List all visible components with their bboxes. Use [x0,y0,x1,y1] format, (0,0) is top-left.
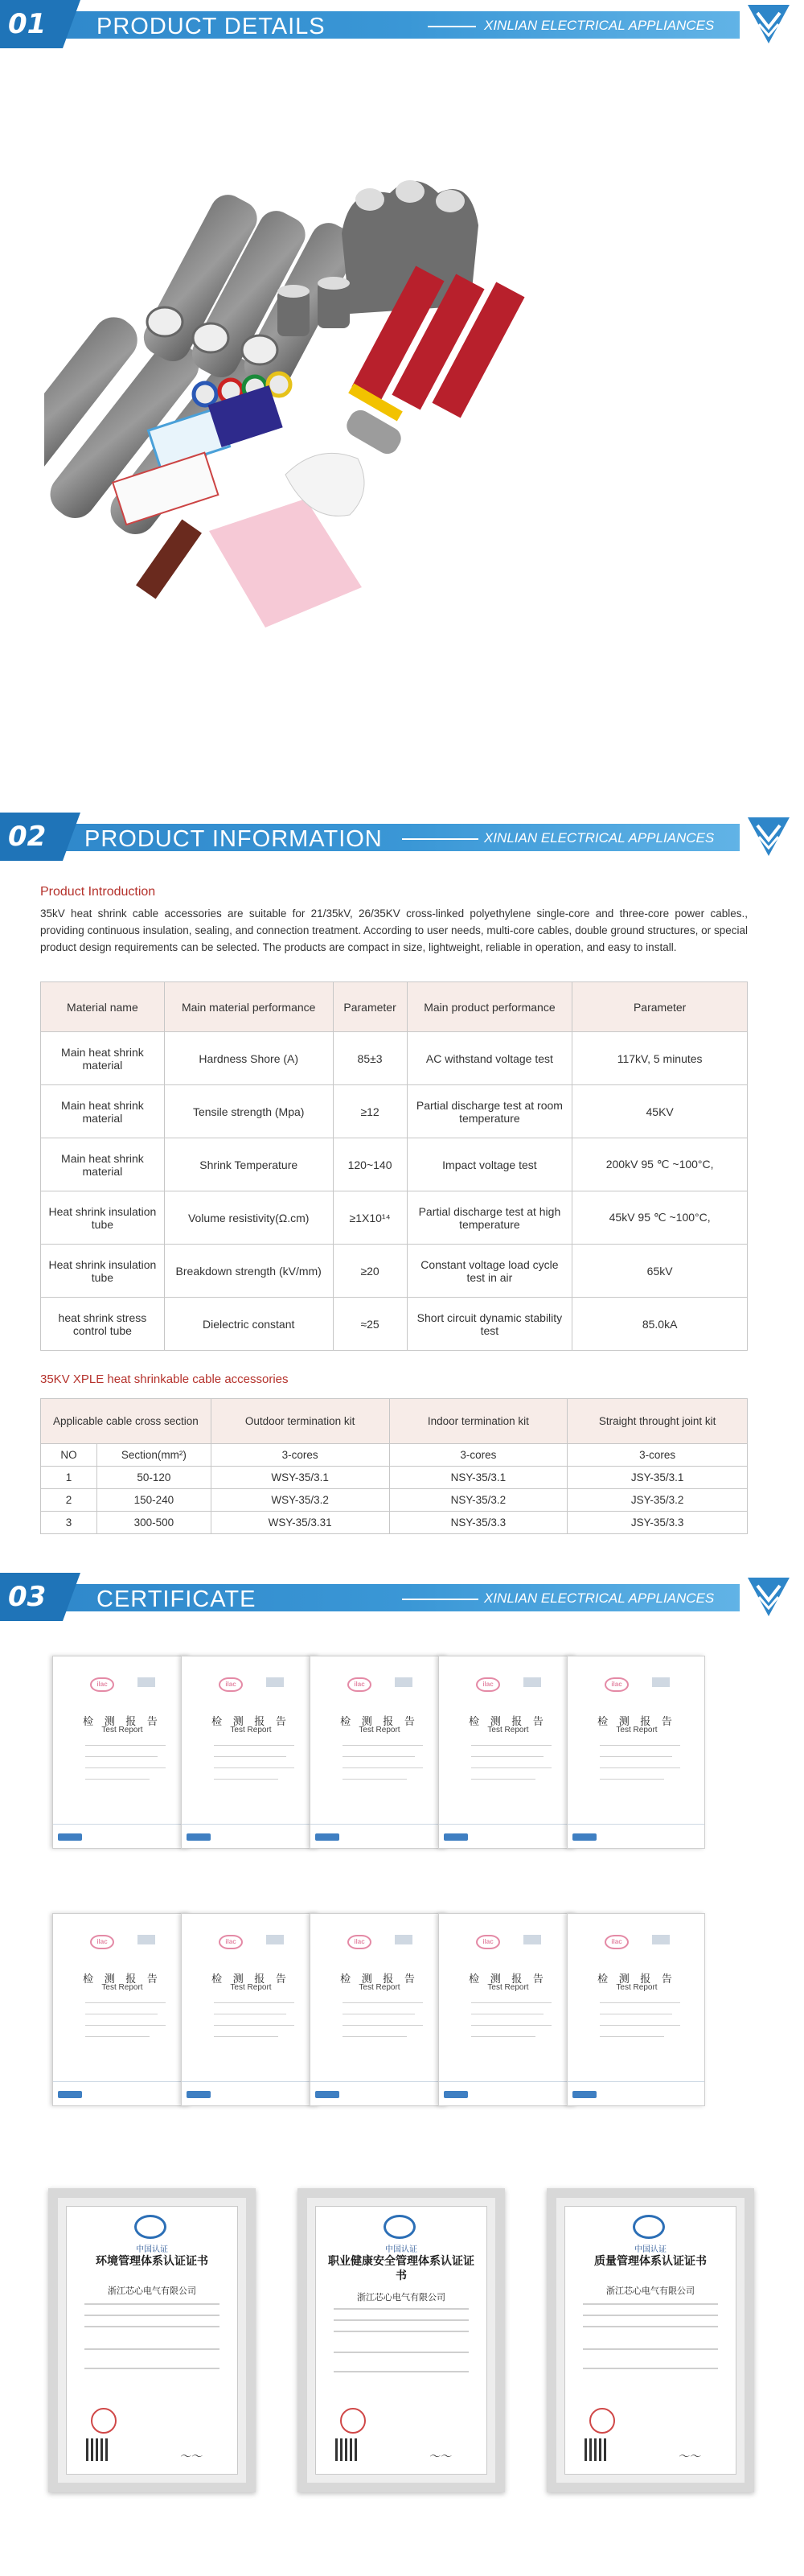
red-seal [91,2408,117,2434]
report-title-en: Test Report [359,1726,400,1734]
section-title: CERTIFICATE [96,1586,256,1612]
table-cell: NSY-35/3.2 [389,1489,568,1512]
test-report-card [181,1913,319,2106]
column-header: Straight throught joint kit [568,1399,748,1444]
cert-company: 浙江芯心电气有限公司 [108,2286,196,2296]
table-row [41,1191,748,1245]
table-cell: Main heat shrink material [41,1032,165,1085]
table-cell: ≈25 [333,1298,407,1351]
stamp-mark [652,1677,670,1687]
table-cell: WSY-35/3.31 [211,1512,389,1534]
cert-company: 浙江芯心电气有限公司 [357,2293,445,2302]
table-cell: Main heat shrink material [41,1138,165,1191]
chevron-down-icon [746,3,791,45]
ilac-logo: ilac [605,1935,629,1949]
table-cell: 85±3 [333,1032,407,1085]
section-banner-product-details [0,0,804,48]
inspection-logo [187,2091,211,2098]
table-subheader-row [41,1444,748,1467]
report-title-en: Test Report [101,1983,143,1992]
cqc-logo [633,2215,665,2239]
table-cell: Hardness Shore (A) [164,1032,333,1085]
ilac-logo: ilac [219,1935,243,1949]
section-number: 03 [8,1581,47,1613]
table-cell: Constant voltage load cycle test in air [407,1245,572,1298]
table-cell: 3-cores [568,1444,748,1467]
inspection-logo [58,1833,82,1841]
cert-org: 中国认证 [136,2245,168,2254]
qr-code [335,2438,358,2461]
stamp-mark [523,1935,541,1944]
ilac-logo: ilac [347,1935,371,1949]
table-row [41,1245,748,1298]
report-title-cn: 检 测 报 告 [597,1715,676,1727]
red-seal [589,2408,615,2434]
report-title-cn: 检 测 报 告 [469,1973,548,1985]
section-banner-certificate [0,1573,804,1621]
table-cell: 300-500 [96,1512,211,1534]
section-number: 01 [8,8,47,40]
table-header-row [41,982,748,1032]
cert-title: 职业健康安全管理体系认证证书 [328,2254,474,2282]
ilac-logo: ilac [90,1935,114,1949]
column-header: Parameter [333,982,407,1032]
certificate-frame-occupational-health [297,2188,505,2492]
table-cell: WSY-35/3.2 [211,1489,389,1512]
stamp-mark [266,1677,284,1687]
report-title-en: Test Report [487,1983,529,1992]
cert-title: 环境管理体系认证证书 [96,2254,208,2267]
table-cell: heat shrink stress control tube [41,1298,165,1351]
report-title-en: Test Report [230,1726,272,1734]
column-header: Main material performance [164,982,333,1032]
column-header: Main product performance [407,982,572,1032]
certificate-frame-environment [48,2188,256,2492]
table-cell: ≥1X10¹⁴ [333,1191,407,1245]
stamp-mark [395,1677,412,1687]
table-cell: NSY-35/3.1 [389,1467,568,1489]
table-cell: ≥20 [333,1245,407,1298]
test-report-card [310,1656,448,1849]
report-footer [182,1824,319,1848]
table-cell: Main heat shrink material [41,1085,165,1138]
report-footer [568,1824,705,1848]
cert-company: 浙江芯心电气有限公司 [606,2286,695,2296]
report-title-en: Test Report [487,1726,529,1734]
ilac-logo: ilac [605,1677,629,1692]
test-report-row-2 [52,1913,744,2106]
table-cell: WSY-35/3.1 [211,1467,389,1489]
table-row [41,1489,748,1512]
divider-line [402,838,478,840]
cert-org: 中国认证 [634,2245,667,2254]
inspection-logo [315,2091,339,2098]
stamp-mark [652,1935,670,1944]
table-cell: 2 [41,1489,97,1512]
report-title-en: Test Report [101,1726,143,1734]
table-row [41,1032,748,1085]
table-cell: Shrink Temperature [164,1138,333,1191]
table-row [41,1467,748,1489]
signature: 〜〜 [678,2450,700,2463]
report-title-cn: 检 测 报 告 [83,1715,162,1727]
table-cell: 45kV 95 ℃ ~100°C, [572,1191,748,1245]
table-cell: NO [41,1444,97,1467]
report-title-cn: 检 测 报 告 [211,1973,290,1985]
table-cell: 85.0kA [572,1298,748,1351]
performance-table [40,981,748,1351]
column-header: Material name [41,982,165,1032]
table-cell: 3-cores [211,1444,389,1467]
cqc-logo [134,2215,166,2239]
table-cell: 150-240 [96,1489,211,1512]
column-header: Indoor termination kit [389,1399,568,1444]
table-cell: 120~140 [333,1138,407,1191]
inspection-logo [444,2091,468,2098]
inspection-logo [572,2091,597,2098]
table-row [41,1512,748,1534]
report-title-en: Test Report [616,1726,658,1734]
ilac-logo: ilac [347,1677,371,1692]
test-report-card [567,1913,705,2106]
report-title-en: Test Report [359,1983,400,1992]
table-cell: Breakdown strength (kV/mm) [164,1245,333,1298]
signature: 〜〜 [429,2450,451,2463]
divider-line [402,1599,478,1600]
ilac-logo: ilac [476,1935,500,1949]
test-report-card [567,1656,705,1849]
section-number: 02 [8,821,47,853]
table-cell: 1 [41,1467,97,1489]
ilac-logo: ilac [219,1677,243,1692]
column-header: Applicable cable cross section [41,1399,211,1444]
ilac-logo: ilac [476,1677,500,1692]
table-cell: Section(mm²) [96,1444,211,1467]
cqc-logo [384,2215,416,2239]
qr-code [585,2438,607,2461]
product-introduction-heading: Product Introduction [40,885,156,899]
table-cell: ≥12 [333,1085,407,1138]
report-title-en: Test Report [616,1983,658,1992]
chevron-down-icon [746,1576,791,1618]
column-header: Outdoor termination kit [211,1399,389,1444]
section-title: PRODUCT INFORMATION [84,826,383,852]
table-cell: JSY-35/3.1 [568,1467,748,1489]
table-cell: Heat shrink insulation tube [41,1191,165,1245]
stamp-mark [266,1935,284,1944]
table-cell: 45KV [572,1085,748,1138]
inspection-logo [187,1833,211,1841]
table-row [41,1298,748,1351]
table-cell: Partial discharge test at room temperature [407,1085,572,1138]
accessories-heading: 35KV XPLE heat shrinkable cable accessories [40,1372,289,1386]
inspection-logo [444,1833,468,1841]
report-title-cn: 检 测 报 告 [340,1973,419,1985]
report-title-cn: 检 测 报 告 [469,1715,548,1727]
accessories-table [40,1398,748,1534]
stamp-mark [137,1935,155,1944]
report-title-cn: 检 测 报 告 [597,1973,676,1985]
table-cell: Partial discharge test at high temperature [407,1191,572,1245]
report-title-cn: 检 测 报 告 [211,1715,290,1727]
test-report-card [52,1913,191,2106]
cert-title: 质量管理体系认证证书 [594,2254,707,2267]
column-header: Parameter [572,982,748,1032]
table-cell: 200kV 95 ℃ ~100°C, [572,1138,748,1191]
table-cell: Volume resistivity(Ω.cm) [164,1191,333,1245]
ilac-logo: ilac [90,1677,114,1692]
stamp-mark [137,1677,155,1687]
test-report-card [438,1656,576,1849]
report-footer [310,2081,448,2105]
table-header-row [41,1399,748,1444]
table-cell: 117kV, 5 minutes [572,1032,748,1085]
test-report-row-1 [52,1656,744,1849]
table-cell: AC withstand voltage test [407,1032,572,1085]
stamp-mark [523,1677,541,1687]
section-subtitle: XINLIAN ELECTRICAL APPLIANCES [484,18,715,33]
table-cell: 65kV [572,1245,748,1298]
table-row [41,1085,748,1138]
table-cell: Dielectric constant [164,1298,333,1351]
report-footer [439,2081,576,2105]
table-cell: Tensile strength (Mpa) [164,1085,333,1138]
test-report-card [181,1656,319,1849]
chevron-down-icon [746,816,791,858]
inspection-logo [572,1833,597,1841]
cable-kit-illustration [44,153,760,676]
section-banner-product-information [0,813,804,861]
section-subtitle: XINLIAN ELECTRICAL APPLIANCES [484,1590,715,1606]
table-cell: Short circuit dynamic stability test [407,1298,572,1351]
test-report-card [310,1913,448,2106]
table-row [41,1138,748,1191]
report-footer [568,2081,705,2105]
cert-org: 中国认证 [385,2245,417,2254]
report-title-en: Test Report [230,1983,272,1992]
inspection-logo [58,2091,82,2098]
table-cell: Impact voltage test [407,1138,572,1191]
table-cell: JSY-35/3.3 [568,1512,748,1534]
section-subtitle: XINLIAN ELECTRICAL APPLIANCES [484,830,715,846]
table-cell: 3 [41,1512,97,1534]
qr-code [86,2438,109,2461]
section-title: PRODUCT DETAILS [96,14,326,39]
table-cell: JSY-35/3.2 [568,1489,748,1512]
table-cell: 3-cores [389,1444,568,1467]
signature: 〜〜 [179,2450,202,2463]
report-footer [53,2081,191,2105]
certificate-frame-quality [547,2188,754,2492]
test-report-card [438,1913,576,2106]
product-introduction-text: 35kV heat shrink cable accessories are suitable for 21/35kV, 26/35KV cross-linked polyethylene single-core and three-core power cables., providing continuous insulation, sealing, and connection treatment. According to user needs, multi-core cables, double ground structures, or special product design requirements can be selected. The products are compact in size, lightweight, reliable in operation, and easy to install. [40,907,748,953]
report-footer [439,1824,576,1848]
red-seal [340,2408,366,2434]
product-photo [44,153,760,676]
divider-line [428,26,476,27]
report-title-cn: 检 测 报 告 [83,1973,162,1985]
stamp-mark [395,1935,412,1944]
table-cell: NSY-35/3.3 [389,1512,568,1534]
report-footer [182,2081,319,2105]
report-footer [310,1824,448,1848]
table-cell: Heat shrink insulation tube [41,1245,165,1298]
report-title-cn: 检 测 报 告 [340,1715,419,1727]
inspection-logo [315,1833,339,1841]
table-cell: 50-120 [96,1467,211,1489]
report-footer [53,1824,191,1848]
test-report-card [52,1656,191,1849]
